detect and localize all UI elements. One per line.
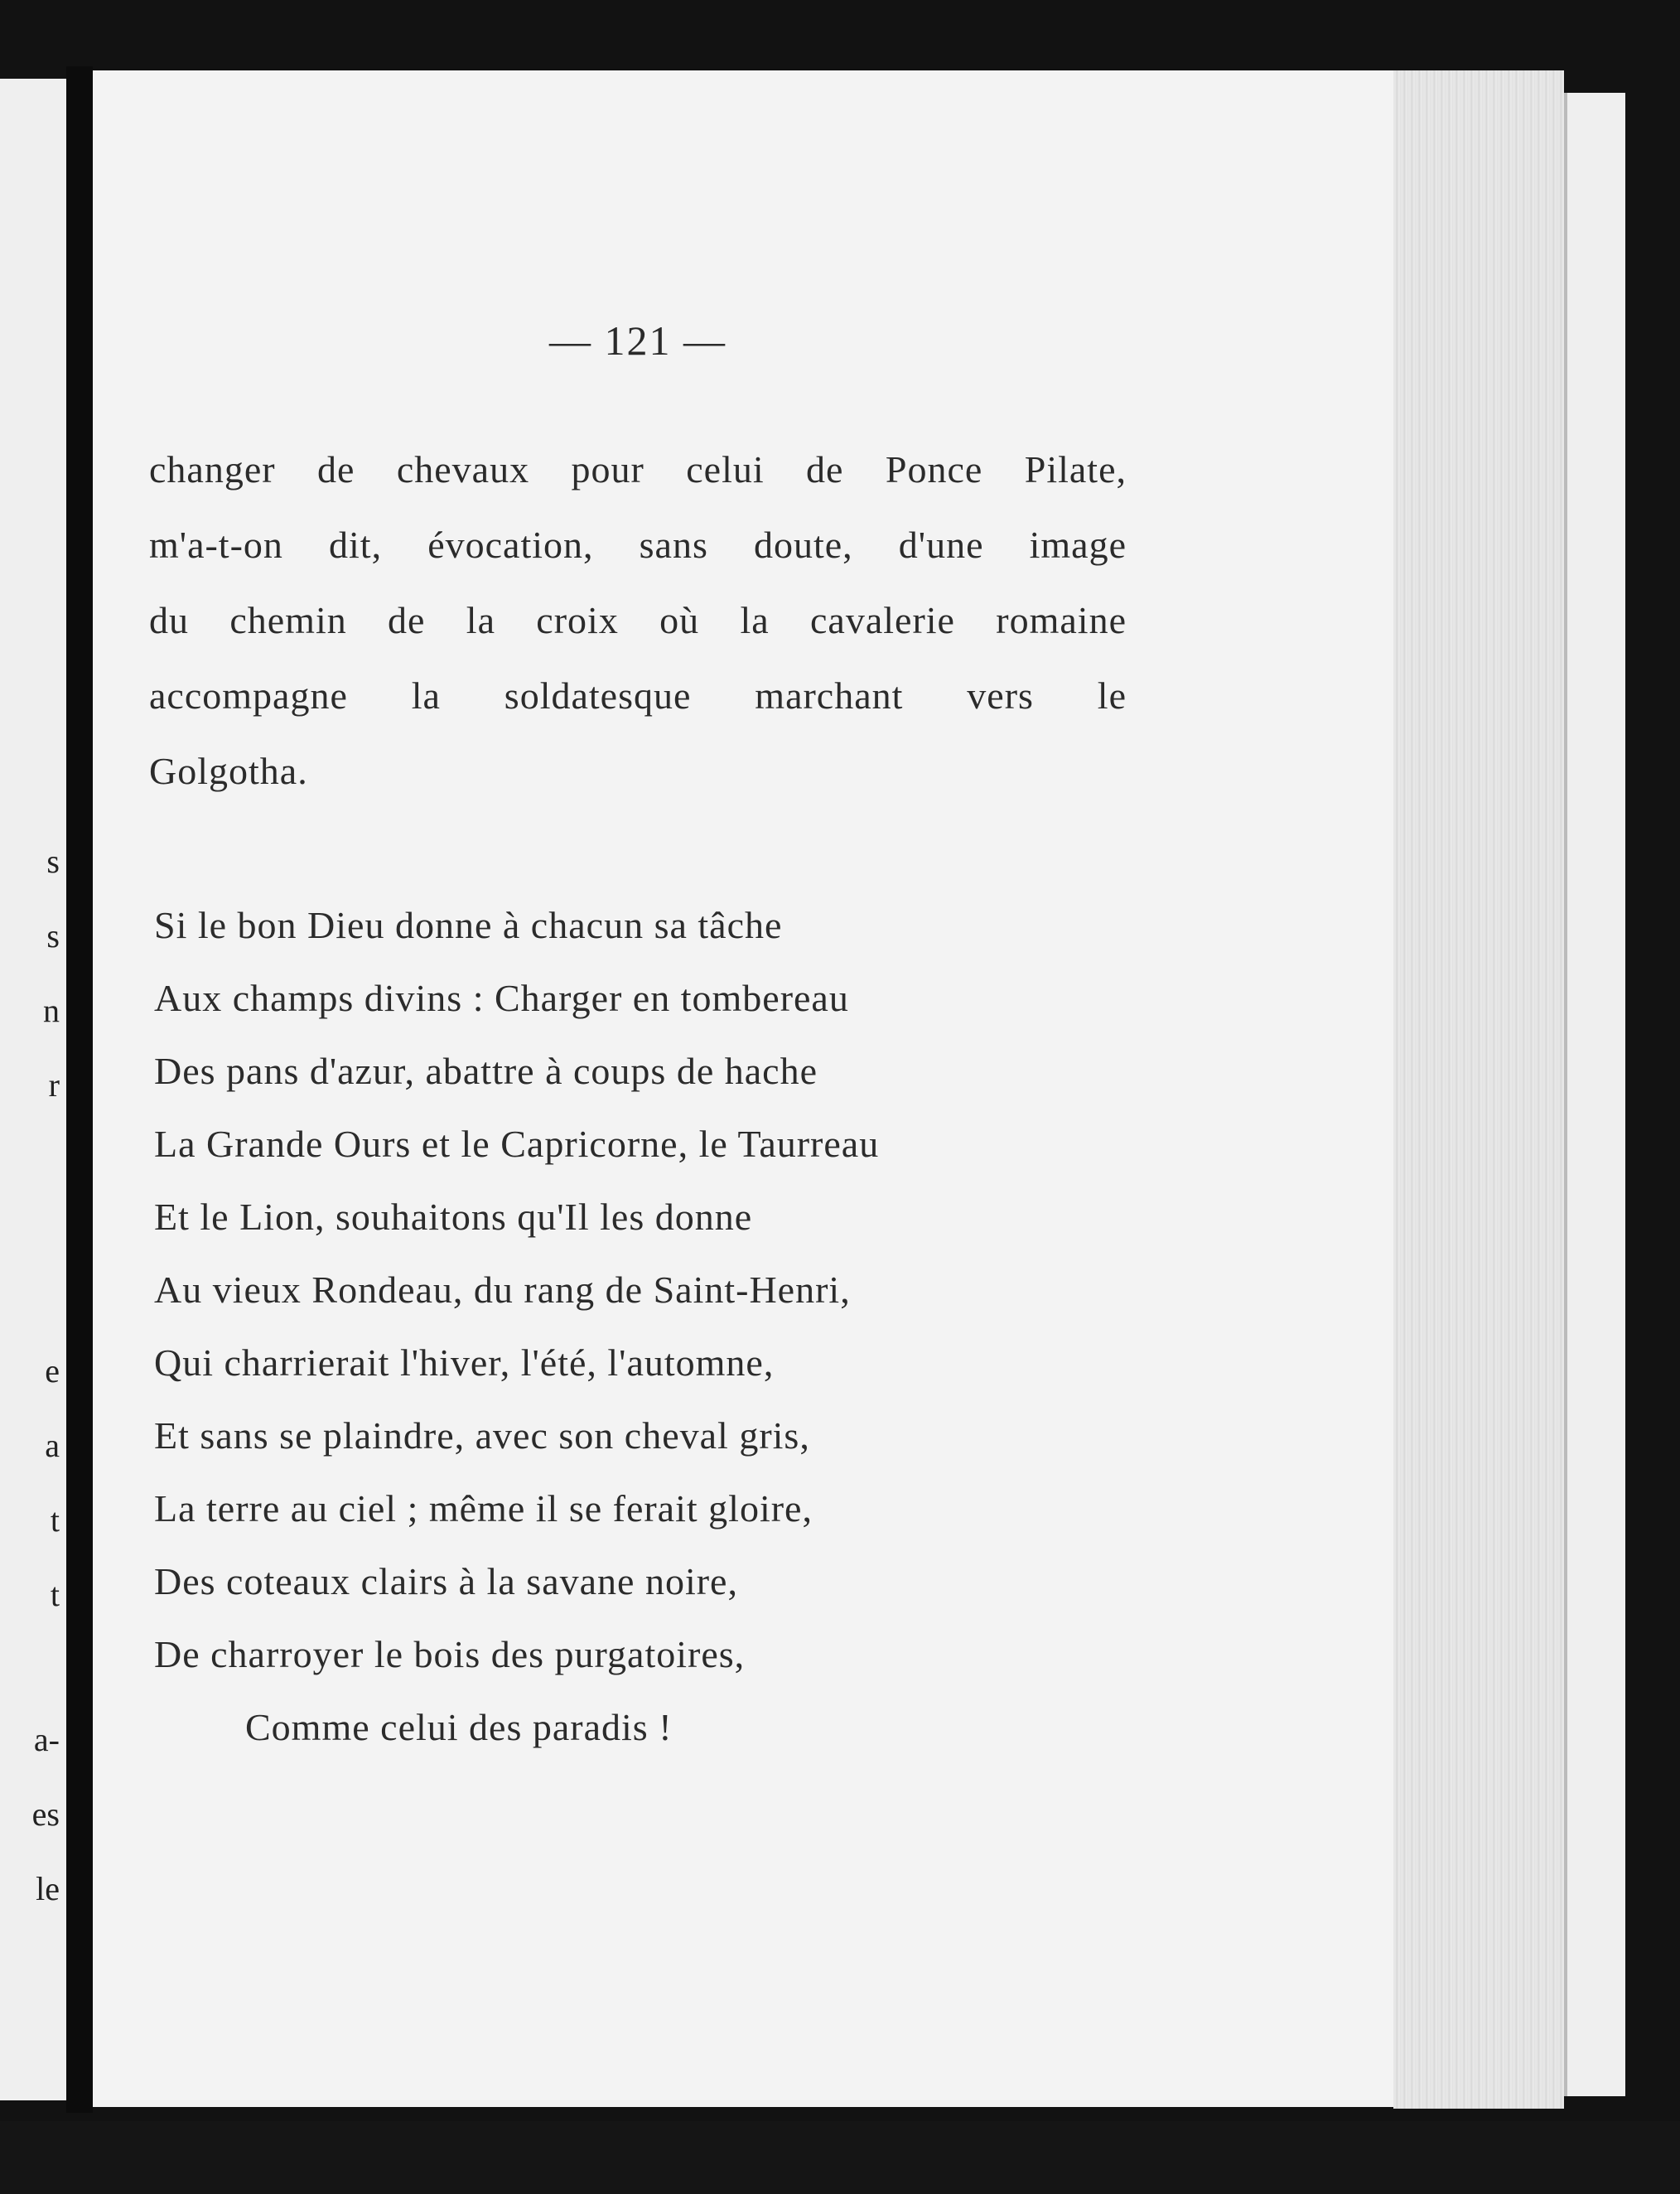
- poem-verse: La Grande Ours et le Capricorne, le Taurreau: [154, 1123, 880, 1165]
- poem-verse: Au vieux Rondeau, du rang de Saint-Henri,: [154, 1269, 851, 1311]
- scan-bottom-border: [0, 2121, 1680, 2194]
- poem: [154, 903, 1148, 1778]
- prose-line: changer de chevaux pour celui de Ponce Pilate,: [149, 448, 1127, 491]
- prose-paragraph: [149, 447, 1127, 824]
- left-page-text-fragment: le: [36, 1870, 60, 1907]
- left-page-text-fragment: r: [48, 1066, 60, 1104]
- back-cover: [1564, 93, 1625, 2096]
- poem-verse: Et le Lion, souhaitons qu'Il les donne: [154, 1196, 753, 1238]
- left-page-text-fragment: es: [31, 1795, 60, 1833]
- book-gutter: [66, 66, 93, 2113]
- left-page-text-fragment: t: [50, 1576, 60, 1613]
- page-number: — 121 —: [549, 317, 727, 364]
- left-page-text-fragment: a: [45, 1427, 60, 1464]
- prose-line: m'a-t-on dit, évocation, sans doute, d'une image: [149, 524, 1127, 566]
- prose-line: Golgotha.: [149, 750, 308, 792]
- poem-verse: Aux champs divins : Charger en tombereau: [154, 977, 849, 1019]
- left-page-text-fragment: a-: [33, 1721, 60, 1758]
- left-page-text-fragment: s: [46, 917, 60, 954]
- poem-verse: Si le bon Dieu donne à chacun sa tâche: [154, 904, 783, 946]
- poem-verse: Des coteaux clairs à la savane noire,: [154, 1560, 738, 1602]
- left-page-text-fragment: e: [45, 1352, 60, 1389]
- page-edges: [1393, 70, 1564, 2109]
- left-page-text-fragment: n: [43, 992, 60, 1029]
- left-page-text-fragment: s: [46, 843, 60, 880]
- left-page-text-fragment: t: [50, 1501, 60, 1539]
- poem-verse: Comme celui des paradis !: [245, 1706, 673, 1748]
- poem-verse: La terre au ciel ; même il se ferait gloire,: [154, 1487, 813, 1530]
- poem-verse: Et sans se plaindre, avec son cheval gris,: [154, 1414, 810, 1457]
- left-page-fragment: [0, 79, 66, 2100]
- prose-line: accompagne la soldatesque marchant vers le: [149, 674, 1127, 717]
- prose-line: du chemin de la croix où la cavalerie romaine: [149, 599, 1127, 641]
- poem-verse: Des pans d'azur, abattre à coups de hache: [154, 1050, 818, 1092]
- poem-verse: De charroyer le bois des purgatoires,: [154, 1633, 746, 1675]
- poem-verse: Qui charrierait l'hiver, l'été, l'automne,: [154, 1341, 775, 1384]
